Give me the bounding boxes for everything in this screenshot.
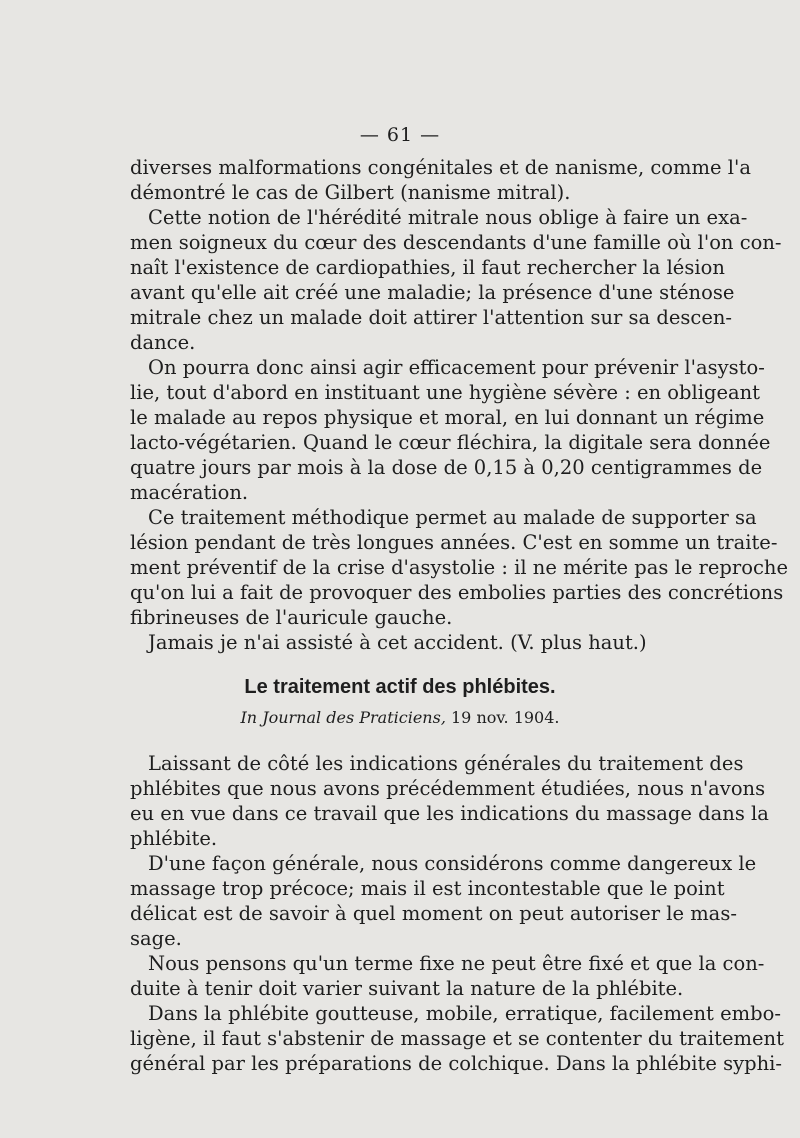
text-line: ment préventif de la crise d'asystolie : il ne mérite pas le reproche [130,556,788,579]
text-line: phlébite. [130,827,218,850]
text-line: massage trop précoce; mais il est incontestable que le point [130,877,725,900]
citation-source: In Journal des Praticiens, [240,708,446,727]
text-line: avant qu'elle ait créé une maladie; la présence d'une sténose [130,281,735,304]
text-line: Nous pensons qu'un terme fixe ne peut être fixé et que la con- [148,952,765,975]
text-line: quatre jours par mois à la dose de 0,15 à 0,20 centigrammes de [130,456,763,479]
page-number: — 61 — [359,124,441,146]
text-line: lie, tout d'abord en instituant une hygiène sévère : en obligeant [130,381,761,404]
section-heading: Le traitement actif des phlébites. [244,676,556,698]
text-line: macération. [130,481,249,504]
text-line: Cette notion de l'hérédité mitrale nous oblige à faire un exa- [148,206,748,229]
text-line: eu en vue dans ce travail que les indications du massage dans la [130,802,769,825]
text-line: naît l'existence de cardiopathies, il faut rechercher la lésion [130,256,725,279]
text-line: fibrineuses de l'auricule gauche. [130,606,453,629]
text-line: Dans la phlébite goutteuse, mobile, erratique, facilement embo- [148,1002,781,1025]
text-line: le malade au repos physique et moral, en lui donnant un régime [130,406,765,429]
citation-date: 19 nov. 1904. [451,708,560,727]
text-line: lacto-végétarien. Quand le cœur fléchira, la digitale sera donnée [130,431,771,454]
text-line: mitrale chez un malade doit attirer l'attention sur sa descen- [130,306,733,329]
text-line: D'une façon générale, nous considérons comme dangereux le [148,852,757,875]
text-line: ligène, il faut s'abstenir de massage et se contenter du traitement [130,1027,784,1050]
text-line: dance. [130,331,196,354]
text-line: général par les préparations de colchique. Dans la phlébite syphi- [130,1052,782,1075]
text-line: lésion pendant de très longues années. C'est en somme un traite- [130,531,778,554]
text-line: Laissant de côté les indications générales du traitement des [148,752,744,775]
text-line: On pourra donc ainsi agir efficacement pour prévenir l'asysto- [148,356,765,379]
text-line: démontré le cas de Gilbert (nanisme mitral). [130,181,571,204]
text-line: qu'on lui a fait de provoquer des embolies parties des concrétions [130,581,784,604]
text-line: duite à tenir doit varier suivant la nature de la phlébite. [130,977,684,1000]
text-line: diverses malformations congénitales et de nanisme, comme l'a [130,156,751,179]
text-line: phlébites que nous avons précédemment étudiées, nous n'avons [130,777,766,800]
text-line: Jamais je n'ai assisté à cet accident. (V. plus haut.) [148,631,647,654]
text-line: men soigneux du cœur des descendants d'une famille où l'on con- [130,231,782,254]
text-line: Ce traitement méthodique permet au malade de supporter sa [148,506,757,529]
text-line: sage. [130,927,182,950]
text-line: délicat est de savoir à quel moment on peut autoriser le mas- [130,902,737,925]
citation [0,708,800,727]
